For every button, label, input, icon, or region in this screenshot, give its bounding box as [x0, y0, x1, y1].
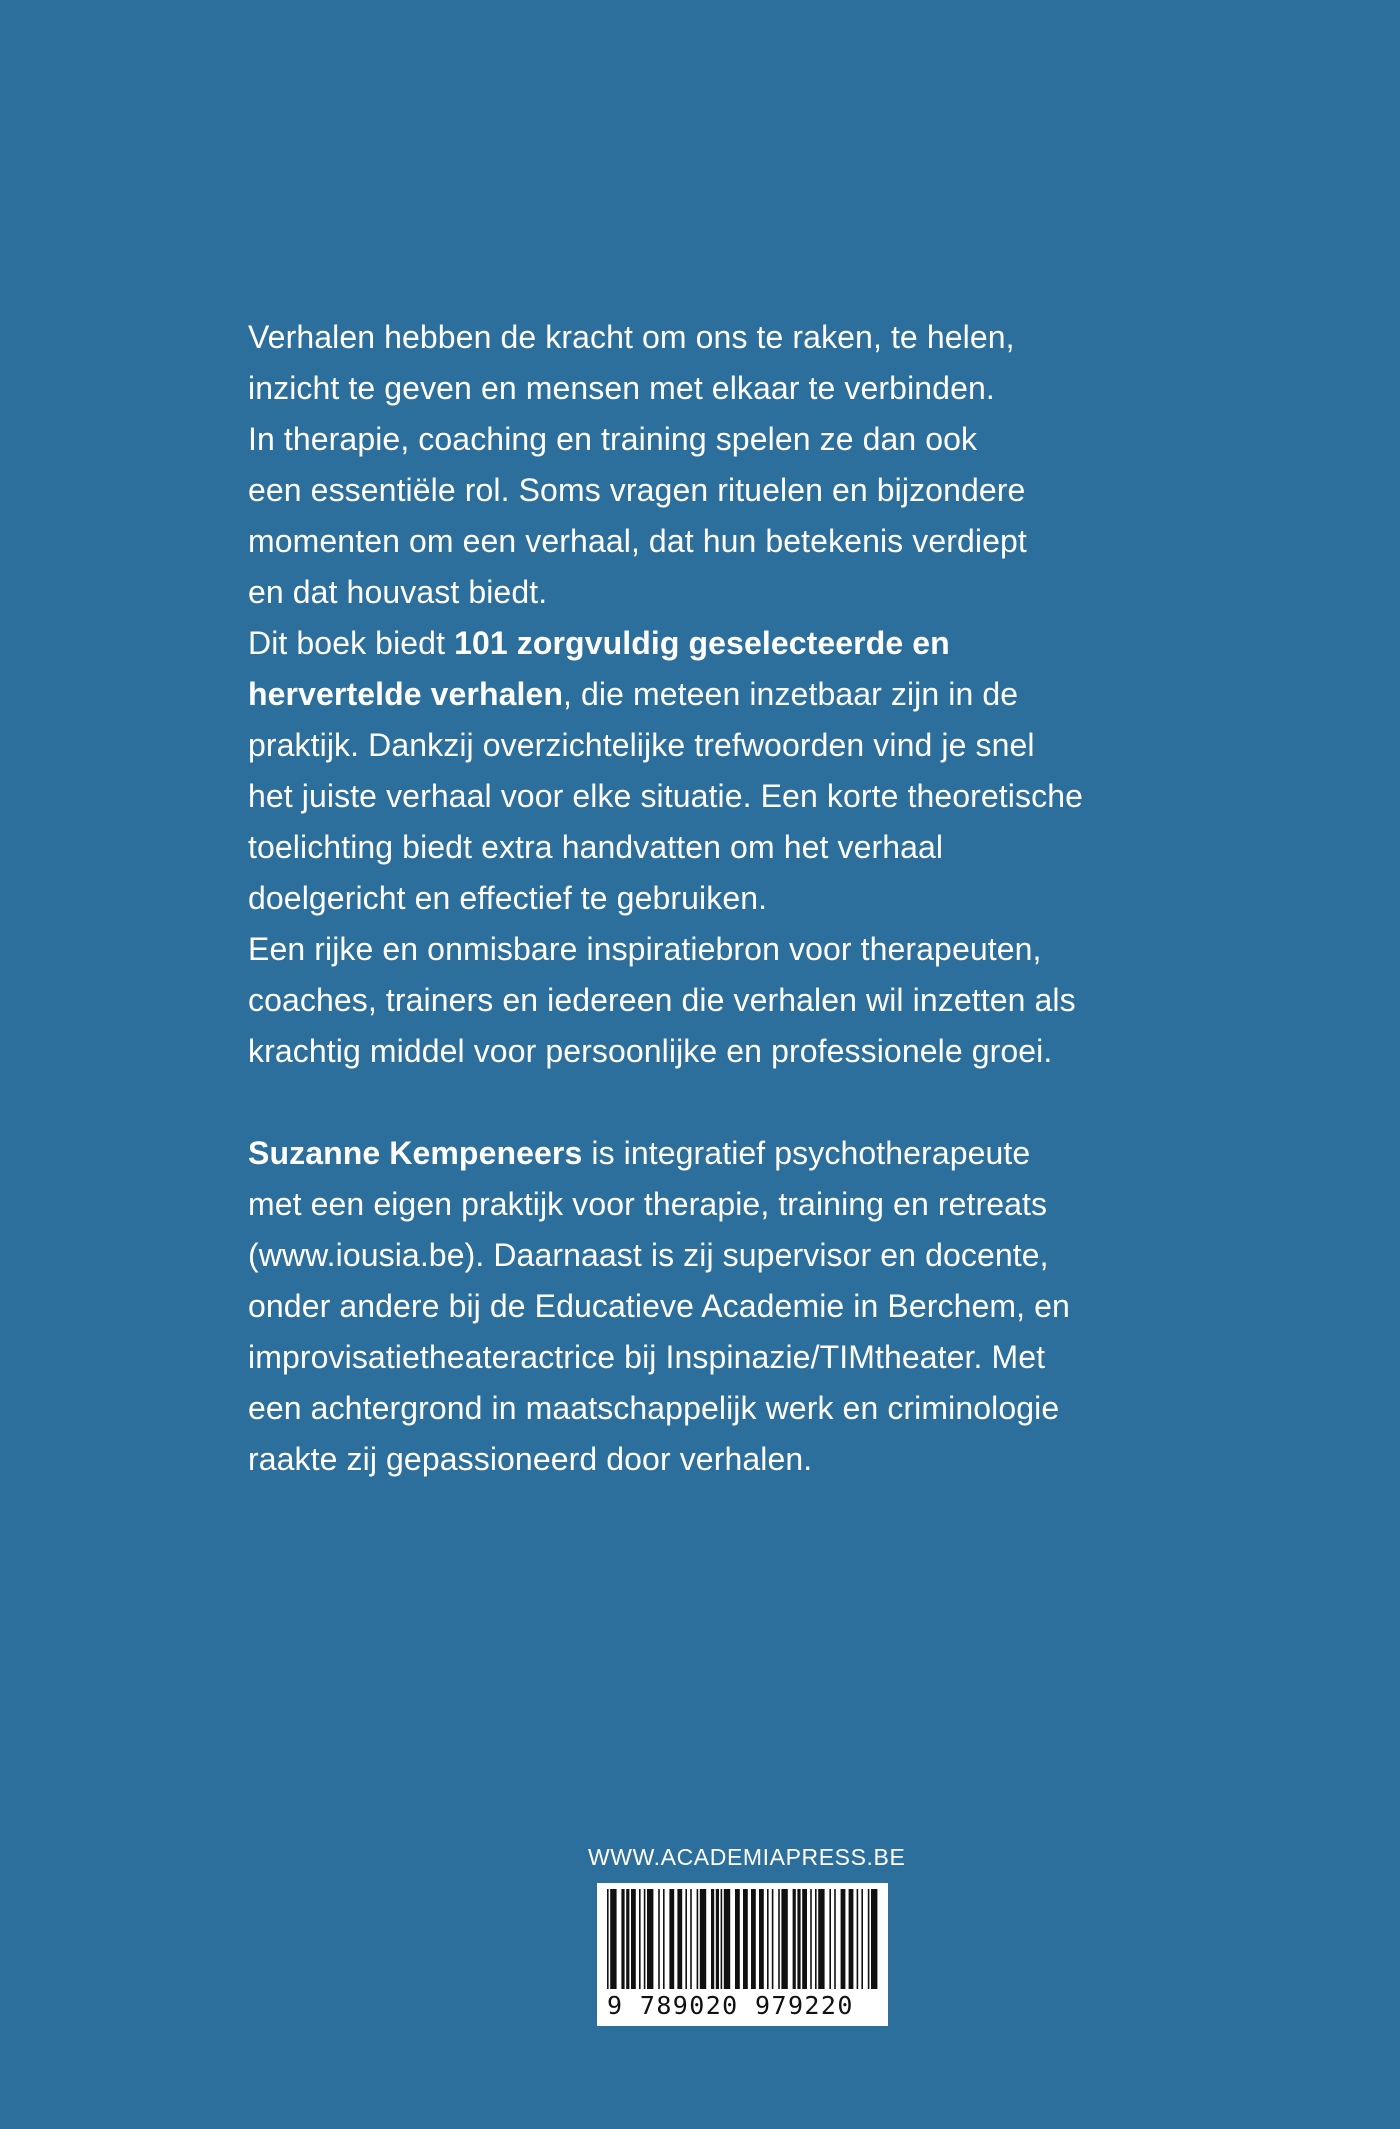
barcode-bar	[781, 1889, 787, 1989]
author-line: met een eigen praktijk voor therapie, training en retreats	[248, 1186, 1048, 1222]
barcode-bar	[849, 1889, 854, 1989]
barcode-bar	[861, 1889, 863, 1989]
blurb-highlight: hervertelde verhalen	[248, 676, 564, 712]
barcode-bar	[743, 1889, 748, 1989]
barcode-bar	[841, 1889, 846, 1989]
barcode-bar	[802, 1889, 807, 1989]
barcode-bar	[778, 1889, 780, 1989]
blurb-line: het juiste verhaal voor elke situatie. Een korte theoretische	[248, 778, 1084, 814]
blurb-line	[248, 618, 1208, 669]
publisher-website: WWW.ACADEMIAPRESS.BE	[588, 1844, 906, 1870]
barcode-bar	[669, 1889, 674, 1989]
isbn-barcode	[597, 1883, 888, 2026]
barcode-bar	[815, 1889, 817, 1989]
author-line: (www.iousia.be). Daarnaast is zij supervisor en docente,	[248, 1237, 1049, 1273]
paragraph-gap	[248, 1077, 1208, 1128]
blurb-highlight: 101 zorgvuldig geselecteerde en	[454, 625, 950, 661]
barcode-bar	[621, 1889, 624, 1989]
barcode-bar	[818, 1889, 824, 1989]
barcode-bar	[793, 1889, 796, 1989]
barcode-bar	[658, 1889, 660, 1989]
blurb-line	[248, 669, 1208, 720]
author-line: improvisatietheateractrice bij Inspinazie/TIMtheater. Met	[248, 1339, 1046, 1375]
barcode-bar	[759, 1889, 764, 1989]
barcode-bar	[610, 1889, 616, 1989]
isbn-digits: 9 789020 979220	[607, 1991, 854, 2020]
barcode-bar	[868, 1889, 870, 1989]
blurb-line: coaches, trainers en iedereen die verhalen wil inzetten als	[248, 982, 1076, 1018]
author-text-run: is integratief psychotherapeute	[582, 1135, 1031, 1171]
blurb-text	[248, 312, 1208, 1485]
blurb-line: toelichting biedt extra handvatten om het verhaal	[248, 829, 944, 865]
barcode-bar	[716, 1889, 719, 1989]
blurb-text-run: , die meteen inzetbaar zijn in de	[563, 676, 1019, 712]
barcode-bar	[631, 1889, 636, 1989]
barcode-bar	[834, 1889, 836, 1989]
barcode-bar	[751, 1889, 756, 1989]
barcode-bar	[677, 1889, 682, 1989]
barcode-bar	[810, 1889, 812, 1989]
blurb-line: krachtig middel voor persoonlijke en professionele groei.	[248, 1033, 1053, 1069]
barcode-bar	[797, 1889, 800, 1989]
barcode-bar	[626, 1889, 629, 1989]
barcode-bar	[663, 1889, 665, 1989]
blurb-line: en dat houvast biedt.	[248, 574, 548, 610]
barcode-bar	[697, 1889, 699, 1989]
blurb-line: doelgericht en effectief te gebruiken.	[248, 880, 768, 916]
blurb-line: Verhalen hebben de kracht om ons te raken, te helen,	[248, 319, 1015, 355]
barcode-bar	[607, 1889, 609, 1989]
barcode-bar	[721, 1889, 723, 1989]
barcode-bar	[735, 1889, 740, 1989]
author-line: een achtergrond in maatschappelijk werk en criminologie	[248, 1390, 1060, 1426]
barcode-bar	[871, 1889, 877, 1989]
blurb-line: Een rijke en onmisbare inspiratiebron voor therapeuten,	[248, 931, 1042, 967]
barcode-bar	[700, 1889, 706, 1989]
barcode-bar	[767, 1889, 769, 1989]
barcode-bar	[857, 1889, 859, 1989]
blurb-line: inzicht te geven en mensen met elkaar te verbinden.	[248, 370, 995, 406]
blurb-text-run: Dit boek biedt	[248, 625, 455, 661]
blurb-line: In therapie, coaching en training spelen ze dan ook	[248, 421, 978, 457]
barcode-bar	[639, 1889, 641, 1989]
author-name: Suzanne Kempeneers	[248, 1135, 583, 1171]
barcode-bar	[685, 1889, 687, 1989]
barcode-bar	[724, 1889, 730, 1989]
blurb-line: praktijk. Dankzij overzichtelijke trefwoorden vind je snel	[248, 727, 1035, 763]
blurb-line: momenten om een verhaal, dat hun betekenis verdiept	[248, 523, 1027, 559]
author-line: raakte zij gepassioneerd door verhalen.	[248, 1441, 813, 1477]
author-line	[248, 1128, 1208, 1179]
barcode-bar	[711, 1889, 714, 1989]
barcode-bar	[644, 1889, 646, 1989]
barcode-bar	[772, 1889, 774, 1989]
barcode-bar	[829, 1889, 831, 1989]
author-line: onder andere bij de Educatieve Academie in Berchem, en	[248, 1288, 1070, 1324]
barcode-bar	[690, 1889, 692, 1989]
barcode-bar	[647, 1889, 653, 1989]
blurb-line: een essentiële rol. Soms vragen rituelen en bijzondere	[248, 472, 1026, 508]
